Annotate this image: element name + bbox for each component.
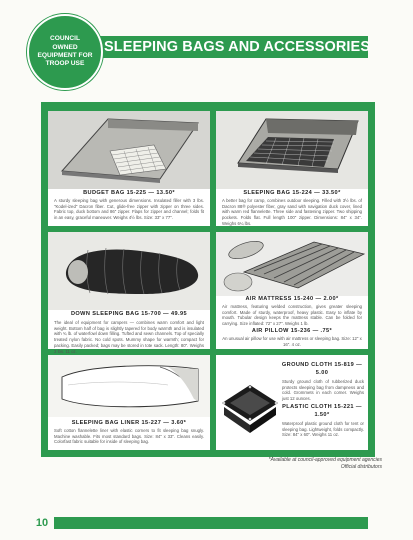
plastic-cloth-caption: PLASTIC CLOTH 15-221 — 1.50* [282, 404, 362, 418]
air-pillow-caption: AIR PILLOW 15-236 — .75* [251, 328, 333, 334]
down-bag-description: The ideal of equipment for campers — combines warm comfort and light weight. Bottom half of bag is slightly tapered for body warmth and is insulated with ¾ lb. of waterfowl down filling. Tufted and sewn channels. Top of specially treated nylon fabric. No cold spots. Mummy shape for warmth; compact for packing. Easily packed; bags may be stored in tote sack. Length: 80". Weighs 3 lbs. 11 oz. [54, 320, 204, 354]
footer-bar [44, 517, 368, 529]
page-title: SLEEPING BAGS AND ACCESSORIES [104, 39, 371, 55]
panel-ground-cloth [216, 355, 368, 450]
bag-liner-caption: SLEEPING BAG LINER 15-227 — 3.60* [71, 420, 187, 426]
panel-budget-bag [48, 111, 210, 226]
page-number: 10 [30, 513, 54, 533]
sleeping-bag-illustration [216, 111, 368, 189]
bag-liner-illustration [48, 355, 210, 417]
ground-cloth-caption: GROUND CLOTH 15-819 — 5.00 [281, 362, 363, 376]
down-bag-illustration [48, 232, 210, 310]
ground-cloth-illustration [216, 355, 282, 450]
panel-sleeping-bag [216, 111, 368, 226]
budget-bag-illustration [48, 111, 210, 189]
sleeping-bag-caption: SLEEPING BAG 15-224 — 33.50* [243, 190, 341, 196]
air-mattress-description: Air mattress, featuring welded construction, gives greater sleeping comfort. Made of sturdy, waterproof, heavy plastic. Easy to inflate by mouth. Tubular design keeps the mattress stable. Can be folded for carrying. Size inflated: 72" x 27". Weighs 1 lb. [222, 304, 362, 327]
ground-cloth-description: Sturdy ground cloth of rubberized duck protects sleeping bag from dampness and cold. Grommets in each corner. Weighs just 12 ounces. [282, 379, 364, 402]
footnote-line-1: *Available at council-approved equipment agencies [268, 457, 382, 463]
panel-down-bag [48, 232, 210, 354]
seal-line-4: TROOP USE [45, 60, 85, 68]
sleeping-bag-description: A better bag for camp, combines outdoor sleeping. Filled with 3½ lbs. of Dacron 88® polyester fiber, gray sand with navigation duck cover, lined with warm red flannelette. Three side and fastening zipper. Two shipping pockets. Folds flat. Full length 100" zipper. Dimensions: 84" x 34". Weighs 6¼ lbs. [222, 198, 362, 226]
down-bag-caption: DOWN SLEEPING BAG 15-700 — 49.95 [70, 311, 187, 317]
bag-liner-description: Soft cotton flannelette liner with elastic corners to fit sleeping bag snugly. Machine washable. Fits most standard bags. Size: 84" x 33". Cleans easily. Colorfast fabric suitable for inside of sleeping bag. [54, 428, 204, 445]
panel-bag-liner [48, 355, 210, 450]
footnote-line-2: Official distributors [340, 463, 382, 470]
air-mattress-caption: AIR MATTRESS 15-240 — 2.00* [245, 296, 339, 302]
council-seal [27, 14, 103, 90]
product-frame [41, 102, 375, 457]
seal-line-2: OWNED [52, 43, 78, 51]
budget-bag-description: A sturdy sleeping bag with generous dimensions. Insulated filler with 3 lbs. "Kodel-ized" Dacron fiber. Cut, glide-free zipper with zipper on three sides. Fabric top, duck bottom and 86" zipper. Flaps for zipper and channel; folds fit in an easy, graceful maneuver. Weighs 4½ lbs. Size: 33" x 77". [54, 198, 204, 221]
air-pillow-description: An unusual air pillow for use with air mattress or sleeping bag. Size: 12" x 16". 4 oz. [222, 336, 362, 347]
budget-bag-caption: BUDGET BAG 15-225 — 13.50* [83, 190, 175, 196]
air-mattress-illustration [216, 232, 368, 296]
seal-line-3: EQUIPMENT FOR [37, 52, 93, 59]
footnote [262, 457, 382, 471]
panel-air-mattress [216, 232, 368, 349]
plastic-cloth-description: Waterproof plastic ground cloth for tent or sleeping bag. Lightweight, folds compactly. Size: 84" x 60". Weighs 11 oz. [282, 421, 364, 438]
seal-line-1: COUNCIL [49, 35, 81, 43]
